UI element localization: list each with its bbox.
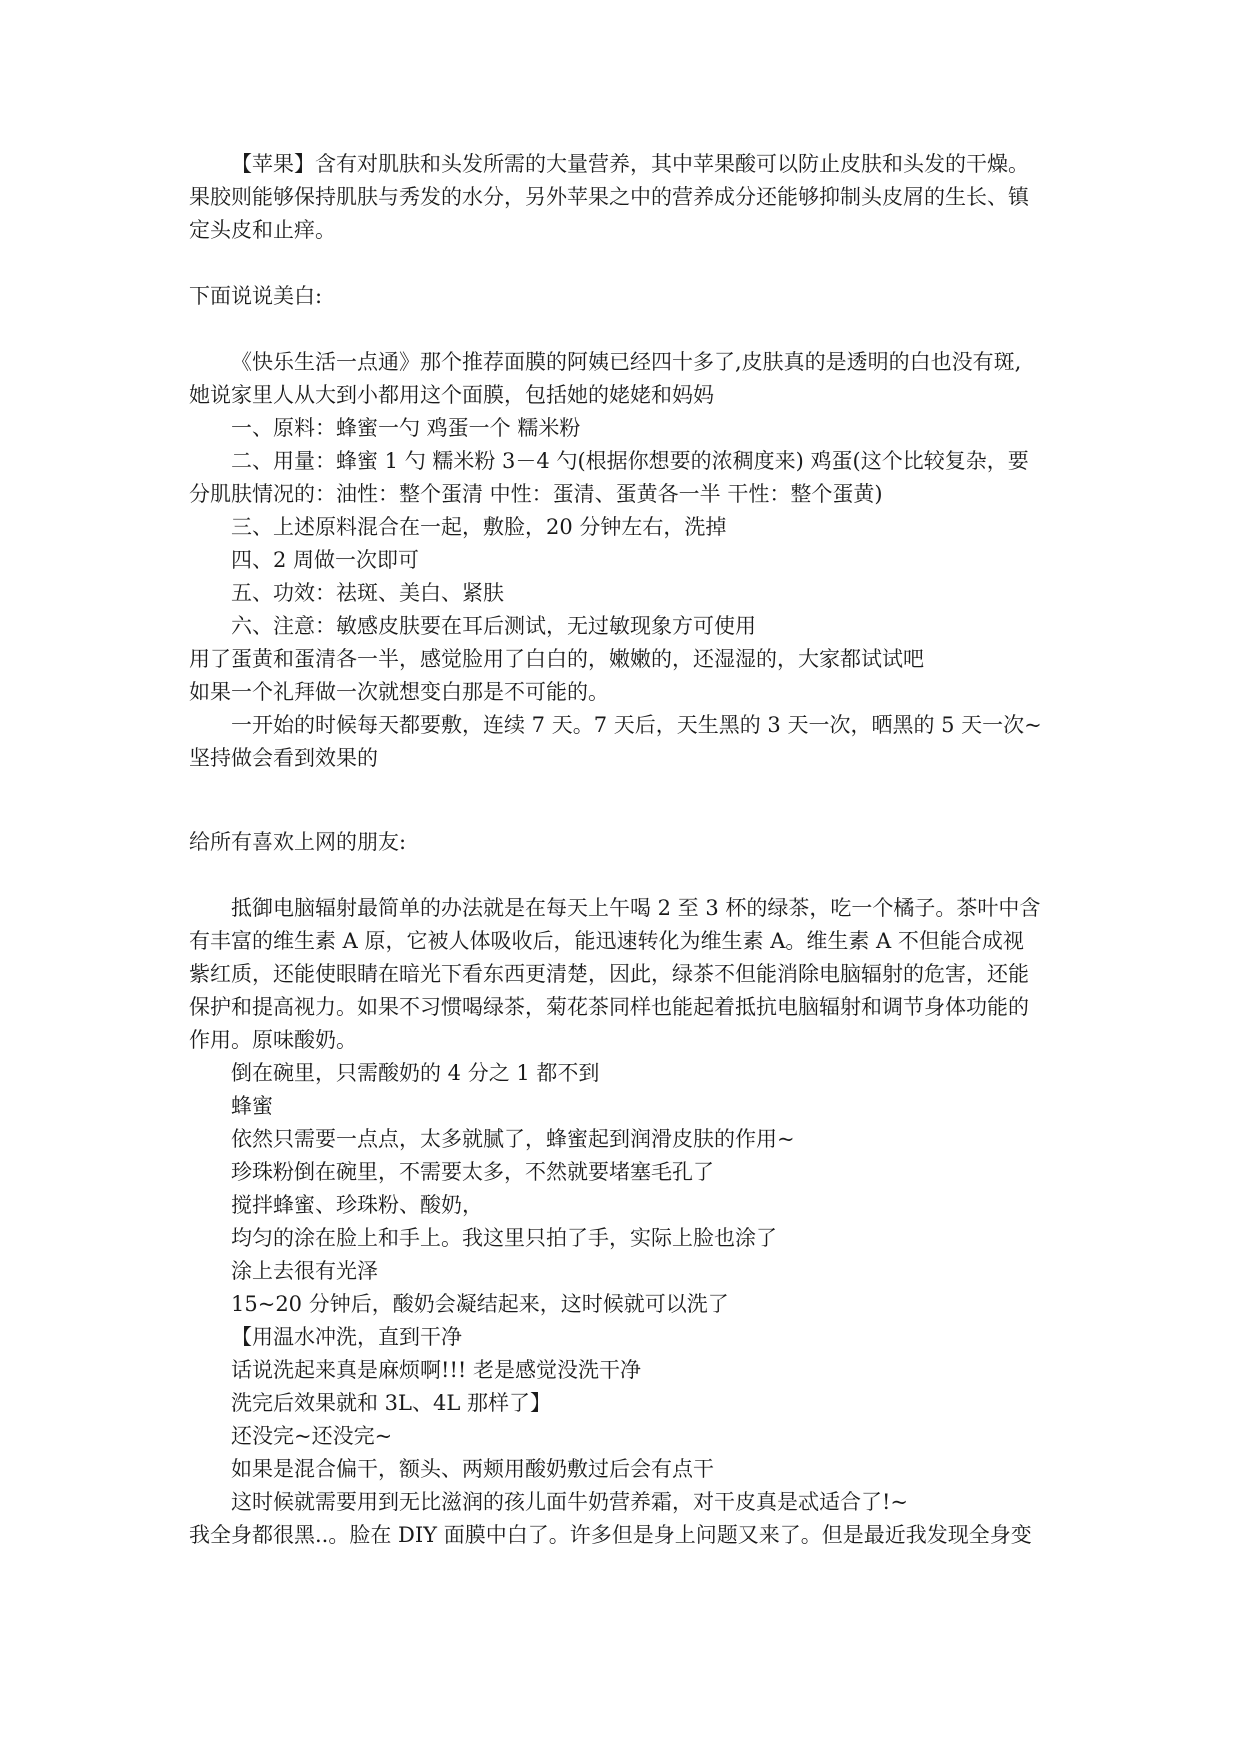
text-line: 抵御电脑辐射最简单的办法就是在每天上午喝 2 至 3 杯的绿茶，吃一个橘子。茶叶中含 xyxy=(231,896,1041,920)
text-line: 一开始的时候每天都要敷，连续 7 天。7 天后，天生黑的 3 天一次，晒黑的 5 天一次~ xyxy=(231,713,1042,737)
text-line: 涂上去很有光泽 xyxy=(231,1259,378,1283)
text-line: 【苹果】含有对肌肤和头发所需的大量营养，其中苹果酸可以防止皮肤和头发的干燥。 xyxy=(231,152,1029,176)
text-line: 蜂蜜 xyxy=(231,1094,273,1118)
text-section xyxy=(189,892,1059,1552)
text-line: 用了蛋黄和蛋清各一半，感觉脸用了白白的，嫩嫩的，还湿湿的，大家都试试吧 xyxy=(189,647,924,671)
text-line: 还没完~还没完~ xyxy=(231,1424,393,1448)
text-line: 如果是混合偏干，额头、两颊用酸奶敷过后会有点干 xyxy=(231,1457,714,1481)
text-line: 均匀的涂在脸上和手上。我这里只拍了手，实际上脸也涂了 xyxy=(231,1226,777,1250)
text-line: 四、2 周做一次即可 xyxy=(231,548,420,572)
text-line: 分肌肤情况的：油性：整个蛋清 中性：蛋清、蛋黄各一半 干性：整个蛋黄) xyxy=(189,482,883,506)
text-line: 15~20 分钟后，酸奶会凝结起来，这时候就可以洗了 xyxy=(231,1292,729,1316)
text-line: 话说洗起来真是麻烦啊!!! 老是感觉没洗干净 xyxy=(231,1358,641,1382)
text-line: 果胶则能够保持肌肤与秀发的水分，另外苹果之中的营养成分还能够抑制头皮屑的生长、镇 xyxy=(189,185,1029,209)
text-line: 有丰富的维生素 A 原，它被人体吸收后，能迅速转化为维生素 A。维生素 A 不但能合成视 xyxy=(189,929,1024,953)
text-line: 五、功效：祛斑、美白、紧肤 xyxy=(231,581,504,605)
text-section xyxy=(189,280,1059,313)
text-line: 如果一个礼拜做一次就想变白那是不可能的。 xyxy=(189,680,609,704)
text-line: 搅拌蜂蜜、珍珠粉、酸奶， xyxy=(231,1193,483,1217)
text-line: 倒在碗里，只需酸奶的 4 分之 1 都不到 xyxy=(231,1061,600,1085)
text-line: 这时候就需要用到无比滋润的孩儿面牛奶营养霜，对干皮真是忒适合了!~ xyxy=(231,1490,909,1514)
text-line: 六、注意：敏感皮肤要在耳后测试，无过敏现象方可使用 xyxy=(231,614,756,638)
text-line: 二、用量：蜂蜜 1 勺 糯米粉 3－4 勺(根据你想要的浓稠度来) 鸡蛋(这个比较复杂，要 xyxy=(231,449,1029,473)
text-line: 洗完后效果就和 3L、4L 那样了】 xyxy=(231,1391,551,1415)
text-line: 坚持做会看到效果的 xyxy=(189,746,378,770)
text-section xyxy=(189,148,1059,247)
text-line: 她说家里人从大到小都用这个面膜，包括她的姥姥和妈妈 xyxy=(189,383,714,407)
text-line: 我全身都很黑..。脸在 DIY 面膜中白了。许多但是身上问题又来了。但是最近我发现全身变 xyxy=(189,1523,1032,1547)
text-line: 珍珠粉倒在碗里，不需要太多，不然就要堵塞毛孔了 xyxy=(231,1160,714,1184)
text-section xyxy=(189,346,1059,775)
text-section xyxy=(189,826,1059,859)
text-line: 【用温水冲洗，直到干净 xyxy=(231,1325,462,1349)
text-line: 作用。原味酸奶。 xyxy=(189,1028,357,1052)
text-line: 下面说说美白: xyxy=(189,284,323,308)
text-line: 三、上述原料混合在一起，敷脸，20 分钟左右，洗掉 xyxy=(231,515,727,539)
text-line: 定头皮和止痒。 xyxy=(189,218,336,242)
text-line: 给所有喜欢上网的朋友: xyxy=(189,830,407,854)
text-line: 保护和提高视力。如果不习惯喝绿茶，菊花茶同样也能起着抵抗电脑辐射和调节身体功能的 xyxy=(189,995,1029,1019)
text-line: 依然只需要一点点，太多就腻了，蜂蜜起到润滑皮肤的作用~ xyxy=(231,1127,795,1151)
text-line: 紫红质，还能使眼睛在暗光下看东西更清楚，因此，绿茶不但能消除电脑辐射的危害，还能 xyxy=(189,962,1029,986)
text-line: 《快乐生活一点通》那个推荐面膜的阿姨已经四十多了,皮肤真的是透明的白也没有斑, xyxy=(231,350,1022,374)
text-line: 一、原料：蜂蜜一勺 鸡蛋一个 糯米粉 xyxy=(231,416,581,440)
